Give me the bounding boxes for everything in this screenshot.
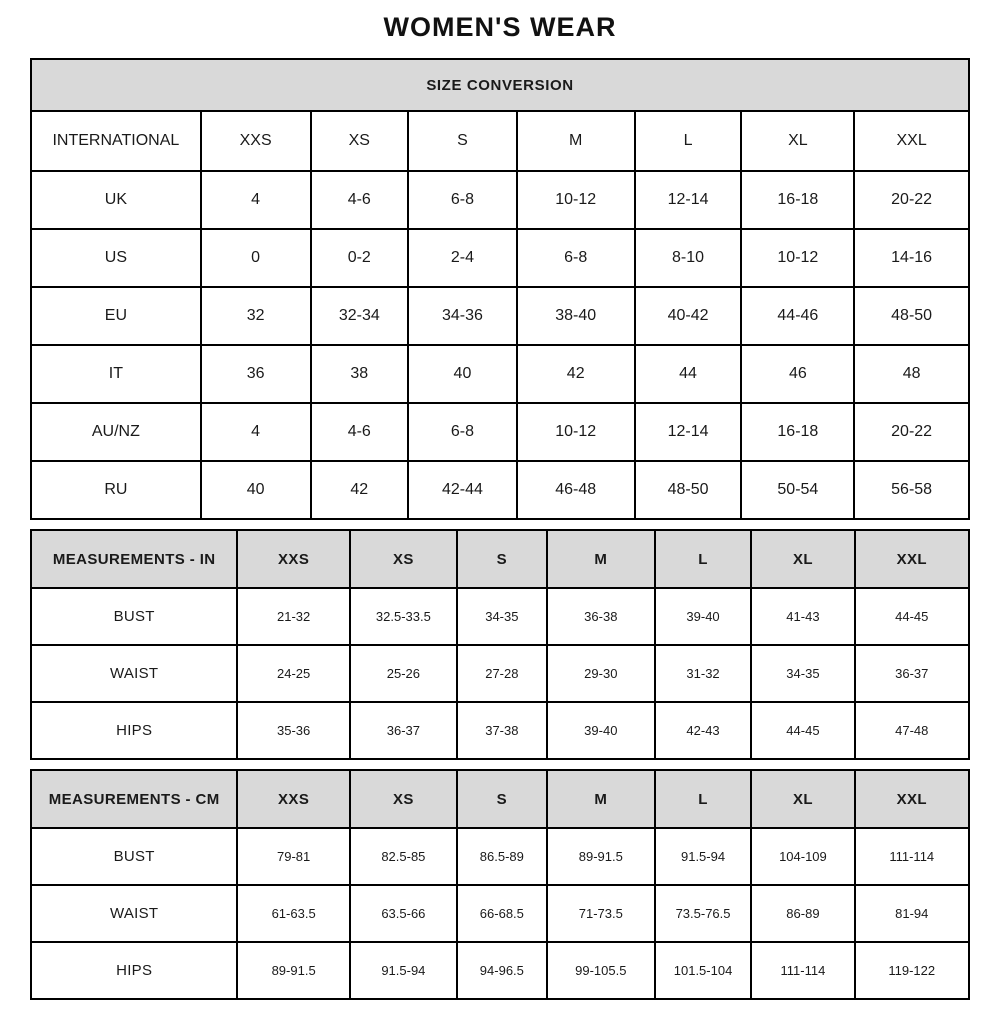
- corner-header: MEASUREMENTS - IN: [31, 530, 237, 588]
- table-cell: 16-18: [741, 403, 854, 461]
- measurements-in-table: [30, 529, 970, 760]
- table-cell: 36-38: [547, 588, 655, 645]
- corner-header: INTERNATIONAL: [31, 111, 201, 171]
- table-cell: 20-22: [854, 403, 969, 461]
- table-row: [31, 645, 969, 702]
- table-cell: 32-34: [311, 287, 409, 345]
- table-cell: 56-58: [854, 461, 969, 519]
- table-cell: 8-10: [635, 229, 742, 287]
- table-cell: 104-109: [751, 828, 854, 885]
- table-cell: 24-25: [237, 645, 350, 702]
- size-chart-page: [30, 0, 970, 1000]
- table-cell: 32: [201, 287, 311, 345]
- table-cell: 40: [201, 461, 311, 519]
- table-cell: 101.5-104: [655, 942, 752, 999]
- table-cell: 71-73.5: [547, 885, 655, 942]
- table-cell: 44-46: [741, 287, 854, 345]
- column-header: XS: [350, 530, 457, 588]
- row-label: WAIST: [31, 885, 237, 942]
- row-label: UK: [31, 171, 201, 229]
- table-cell: 44-45: [855, 588, 969, 645]
- row-label: RU: [31, 461, 201, 519]
- table-cell: 82.5-85: [350, 828, 457, 885]
- table-cell: 38: [311, 345, 409, 403]
- table-cell: 31-32: [655, 645, 752, 702]
- table-cell: 86.5-89: [457, 828, 547, 885]
- table-cell: 4-6: [311, 403, 409, 461]
- table-row: [31, 345, 969, 403]
- table-cell: 12-14: [635, 403, 742, 461]
- table-cell: 37-38: [457, 702, 547, 759]
- table-cell: 111-114: [855, 828, 969, 885]
- column-header: S: [457, 770, 547, 828]
- table-cell: 36-37: [855, 645, 969, 702]
- size-conversion-table: [30, 58, 970, 520]
- table-cell: 44: [635, 345, 742, 403]
- table-cell: 21-32: [237, 588, 350, 645]
- table-cell: 34-36: [408, 287, 517, 345]
- table-cell: 66-68.5: [457, 885, 547, 942]
- column-header: XXS: [237, 530, 350, 588]
- table-cell: 36: [201, 345, 311, 403]
- table-cell: 38-40: [517, 287, 635, 345]
- table-row: [31, 588, 969, 645]
- table-row: [31, 702, 969, 759]
- table-cell: 16-18: [741, 171, 854, 229]
- table-cell: 63.5-66: [350, 885, 457, 942]
- table-cell: 4-6: [311, 171, 409, 229]
- table-row: [31, 461, 969, 519]
- column-header: XL: [751, 530, 854, 588]
- table-cell: 42-43: [655, 702, 752, 759]
- column-header: M: [547, 770, 655, 828]
- table-cell: 48-50: [854, 287, 969, 345]
- table-cell: 50-54: [741, 461, 854, 519]
- table-cell: 39-40: [655, 588, 752, 645]
- table-cell: 39-40: [547, 702, 655, 759]
- table-row: [31, 287, 969, 345]
- table-banner: SIZE CONVERSION: [31, 59, 969, 111]
- table-cell: 42: [311, 461, 409, 519]
- table-cell: 61-63.5: [237, 885, 350, 942]
- table-cell: 86-89: [751, 885, 854, 942]
- table-cell: 36-37: [350, 702, 457, 759]
- table-row: [31, 403, 969, 461]
- row-label: BUST: [31, 828, 237, 885]
- table-cell: 14-16: [854, 229, 969, 287]
- table-cell: 6-8: [408, 403, 517, 461]
- table-cell: 42: [517, 345, 635, 403]
- table-cell: 32.5-33.5: [350, 588, 457, 645]
- column-header: M: [517, 111, 635, 171]
- column-header: XXS: [237, 770, 350, 828]
- table-cell: 2-4: [408, 229, 517, 287]
- row-label: US: [31, 229, 201, 287]
- row-label: AU/NZ: [31, 403, 201, 461]
- corner-header: MEASUREMENTS - CM: [31, 770, 237, 828]
- table-cell: 41-43: [751, 588, 854, 645]
- table-cell: 81-94: [855, 885, 969, 942]
- table-cell: 46: [741, 345, 854, 403]
- table-cell: 99-105.5: [547, 942, 655, 999]
- column-header: XXL: [855, 530, 969, 588]
- column-header: XXL: [855, 770, 969, 828]
- table-cell: 42-44: [408, 461, 517, 519]
- row-label: HIPS: [31, 702, 237, 759]
- row-label: IT: [31, 345, 201, 403]
- column-header: L: [655, 770, 752, 828]
- table-cell: 34-35: [751, 645, 854, 702]
- table-row: [31, 942, 969, 999]
- table-cell: 10-12: [517, 171, 635, 229]
- table-cell: 25-26: [350, 645, 457, 702]
- column-header: L: [655, 530, 752, 588]
- table-cell: 48: [854, 345, 969, 403]
- table-row: [31, 885, 969, 942]
- table-cell: 48-50: [635, 461, 742, 519]
- table-cell: 40-42: [635, 287, 742, 345]
- table-row: [31, 171, 969, 229]
- table-cell: 89-91.5: [237, 942, 350, 999]
- measurements-cm-table: [30, 769, 970, 1000]
- table-cell: 79-81: [237, 828, 350, 885]
- row-label: BUST: [31, 588, 237, 645]
- column-header: XL: [741, 111, 854, 171]
- column-header: L: [635, 111, 742, 171]
- column-header: XS: [311, 111, 409, 171]
- table-cell: 12-14: [635, 171, 742, 229]
- table-cell: 29-30: [547, 645, 655, 702]
- table-cell: 89-91.5: [547, 828, 655, 885]
- table-cell: 0: [201, 229, 311, 287]
- column-header: M: [547, 530, 655, 588]
- table-cell: 0-2: [311, 229, 409, 287]
- column-header: XXL: [854, 111, 969, 171]
- table-cell: 91.5-94: [655, 828, 752, 885]
- page-title: WOMEN'S WEAR: [383, 12, 617, 42]
- table-cell: 91.5-94: [350, 942, 457, 999]
- table-cell: 73.5-76.5: [655, 885, 752, 942]
- table-cell: 20-22: [854, 171, 969, 229]
- column-header: XXS: [201, 111, 311, 171]
- column-header: S: [408, 111, 517, 171]
- table-cell: 119-122: [855, 942, 969, 999]
- table-cell: 47-48: [855, 702, 969, 759]
- table-row: [31, 828, 969, 885]
- column-header: S: [457, 530, 547, 588]
- table-cell: 6-8: [517, 229, 635, 287]
- table-cell: 10-12: [741, 229, 854, 287]
- table-row: [31, 229, 969, 287]
- table-cell: 10-12: [517, 403, 635, 461]
- table-cell: 35-36: [237, 702, 350, 759]
- row-label: WAIST: [31, 645, 237, 702]
- table-cell: 111-114: [751, 942, 854, 999]
- column-header: XS: [350, 770, 457, 828]
- row-label: EU: [31, 287, 201, 345]
- row-label: HIPS: [31, 942, 237, 999]
- table-cell: 40: [408, 345, 517, 403]
- table-cell: 4: [201, 403, 311, 461]
- column-header: XL: [751, 770, 854, 828]
- table-cell: 34-35: [457, 588, 547, 645]
- table-cell: 4: [201, 171, 311, 229]
- table-cell: 27-28: [457, 645, 547, 702]
- table-cell: 46-48: [517, 461, 635, 519]
- table-cell: 6-8: [408, 171, 517, 229]
- table-cell: 44-45: [751, 702, 854, 759]
- table-cell: 94-96.5: [457, 942, 547, 999]
